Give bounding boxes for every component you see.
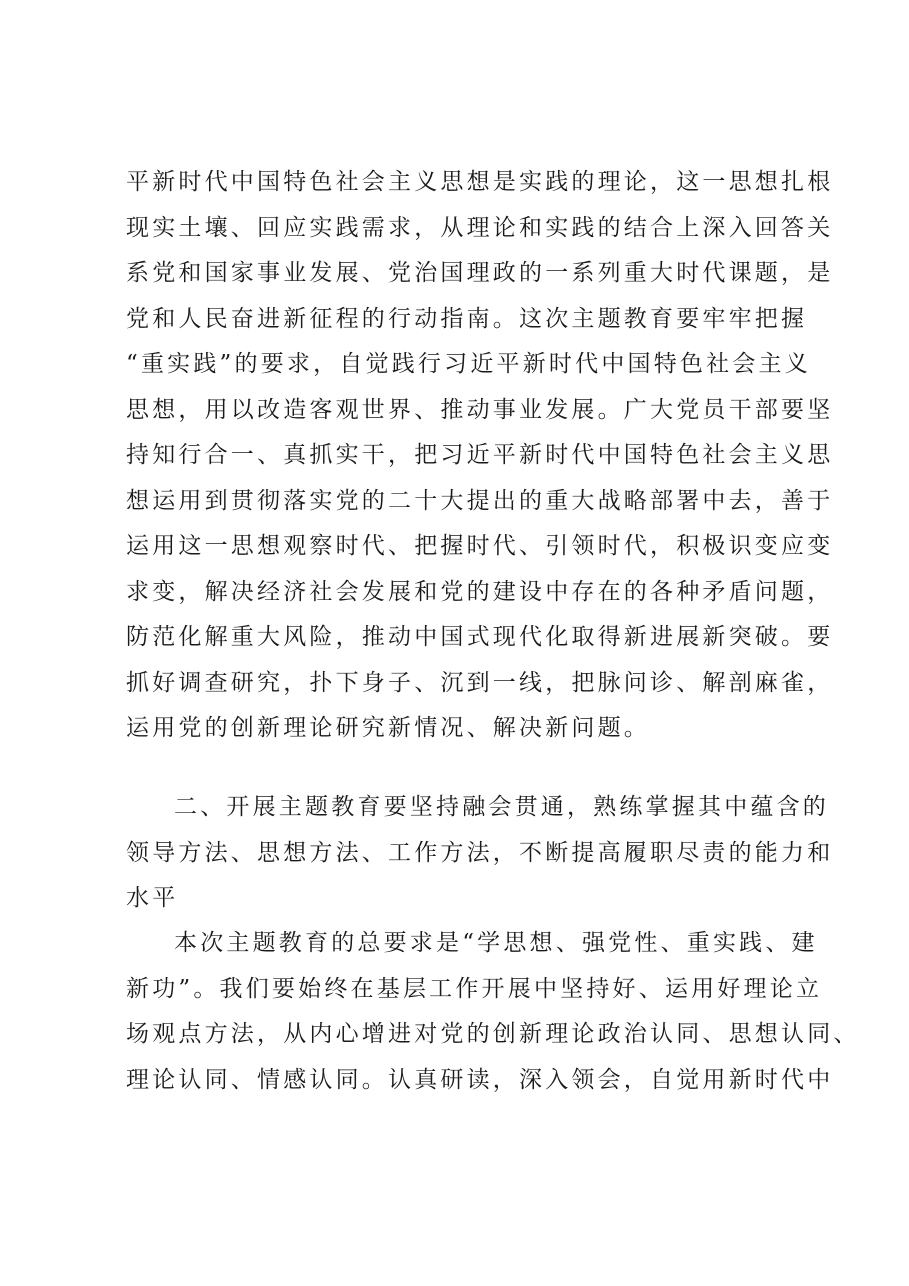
- text-line: 新功”。我们要始终在基层工作开展中坚持好、运用好理论立: [126, 975, 823, 1002]
- text-line: 场观点方法，从内心增进对党的创新理论政治认同、思想认同、: [126, 1021, 860, 1047]
- text-line: 抓好调查研究，扑下身子、沉到一线，把脉问诊、解剖麻雀，: [126, 669, 834, 696]
- text-line: 平新时代中国特色社会主义思想是实践的理论，这一思想扎根: [126, 169, 834, 195]
- heading-line: 二、开展主题教育要坚持融会贯通，熟练掌握其中蕴含的: [174, 794, 829, 820]
- text-line: 防范化解重大风险，推动中国式现代化取得新进展新突破。要: [126, 624, 834, 650]
- text-line: 系党和国家事业发展、党治国理政的一系列重大时代课题，是: [126, 260, 834, 286]
- text-line: 运用这一思想观察时代、把握时代、引领时代，积极识变应变: [126, 533, 834, 559]
- section-heading: [126, 785, 834, 922]
- body-paragraph: [126, 160, 834, 752]
- text-line: 党和人民奋进新征程的行动指南。这次主题教育要牢牢把握: [126, 305, 808, 332]
- text-line: 现实土壤、回应实践需求，从理论和实践的结合上深入回答关: [126, 214, 834, 241]
- text-line: “重实践”的要求，自觉践行习近平新时代中国特色社会主义: [126, 351, 811, 377]
- text-line: 本次主题教育的总要求是“学思想、强党性、重实践、建: [174, 930, 818, 956]
- text-line: 求变，解决经济社会发展和党的建设中存在的各种矛盾问题，: [126, 578, 834, 605]
- text-line: 运用党的创新理论研究新情况、解决新问题。: [126, 715, 650, 741]
- body-paragraph: [126, 921, 860, 1103]
- heading-line: 领导方法、思想方法、工作方法，不断提高履职尽责的能力和: [126, 839, 834, 866]
- text-line: 思想，用以改造客观世界、推动事业发展。广大党员干部要坚: [126, 396, 834, 423]
- heading-line: 水平: [126, 885, 179, 911]
- text-line: 持知行合一、真抓实干，把习近平新时代中国特色社会主义思: [126, 442, 834, 468]
- text-line: 想运用到贯彻落实党的二十大提出的重大战略部署中去，善于: [126, 487, 834, 514]
- text-line: 理论认同、情感认同。认真研读，深入领会，自觉用新时代中: [126, 1066, 834, 1093]
